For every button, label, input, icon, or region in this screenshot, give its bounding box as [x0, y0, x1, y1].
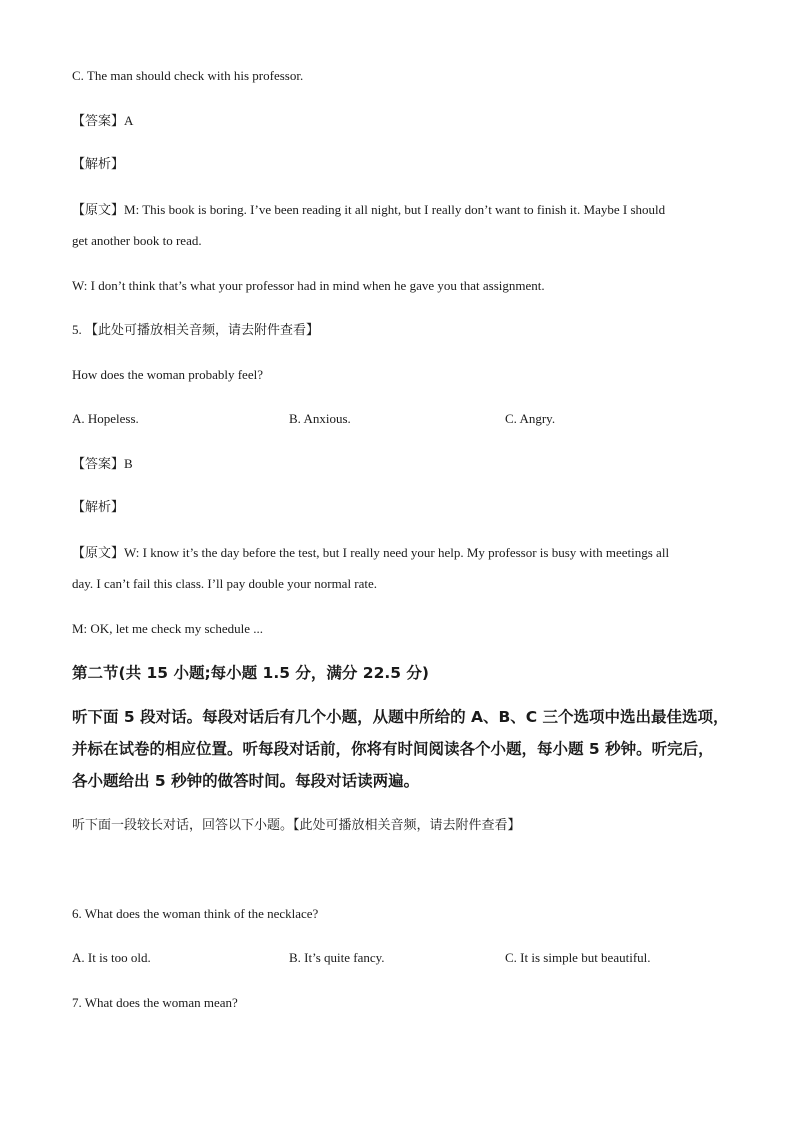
long-dialogue-note: 听下面一段较长对话，回答以下小题。【此处可播放相关音频，请去附件查看】 [72, 818, 521, 833]
q4-transcript-line3: W: I don’t think that’s what your professor had in mind when he gave you that assignment. [72, 278, 545, 293]
q5-option-a: A. Hopeless. [72, 411, 139, 426]
section2-instruction-line2: 并标在试卷的相应位置。听每段对话前，你将有时间阅读各个小题，每小题 5 秒钟。听完后， [72, 740, 714, 758]
q4-transcript-line1 [72, 202, 665, 219]
q5-analysis-tag: 【解析】 [72, 500, 125, 515]
q5-transcript-line2: day. I can’t fail this class. I’ll pay double your normal rate. [72, 576, 378, 591]
answer-tag: 【答案】 [72, 114, 125, 129]
q4-analysis-tag: 【解析】 [72, 157, 125, 172]
q5-option-b: B. Anxious. [289, 411, 351, 426]
q5-number: 5. [72, 322, 82, 337]
transcript-text: W: I know it’s the day before the test, but I really need your help. My professor is busy with meetings all [124, 545, 670, 560]
q5-audio-note: 【此处可播放相关音频，请去附件查看】 [85, 323, 320, 338]
q5-transcript-line3: M: OK, let me check my schedule ... [72, 621, 263, 636]
q4-option-c: C. The man should check with his professor. [72, 68, 304, 83]
transcript-tag: 【原文】 [72, 546, 125, 561]
transcript-text: M: This book is boring. I’ve been reading it all night, but I really don’t want to finish it. Maybe I should [124, 202, 666, 217]
q6-question: 6. What does the woman think of the necklace? [72, 906, 319, 921]
q6-option-a: A. It is too old. [72, 950, 151, 965]
q5-option-c: C. Angry. [505, 411, 556, 426]
q6-option-c: C. It is simple but beautiful. [505, 950, 651, 965]
q5-options [0, 411, 794, 427]
q4-transcript-line2: get another book to read. [72, 233, 202, 248]
q5-header [72, 322, 319, 339]
q6-options [0, 950, 794, 966]
answer-tag: 【答案】 [72, 457, 125, 472]
q4-answer [72, 113, 133, 130]
q7-question: 7. What does the woman mean? [72, 995, 238, 1010]
q5-question: How does the woman probably feel? [72, 367, 263, 382]
answer-value: A [124, 113, 134, 128]
transcript-tag: 【原文】 [72, 203, 125, 218]
q6-option-b: B. It’s quite fancy. [289, 950, 385, 965]
q5-answer [72, 456, 133, 473]
section2-instruction-line3: 各小题给出 5 秒钟的做答时间。每段对话读两遍。 [72, 772, 420, 790]
q5-transcript-line1 [72, 545, 669, 562]
section2-heading: 第二节(共 15 小题;每小题 1.5 分，满分 22.5 分) [72, 664, 430, 682]
answer-value: B [124, 456, 133, 471]
section2-instruction-line1: 听下面 5 段对话。每段对话后有几个小题，从题中所给的 A、B、C 三个选项中选出最佳选项， [72, 708, 729, 726]
